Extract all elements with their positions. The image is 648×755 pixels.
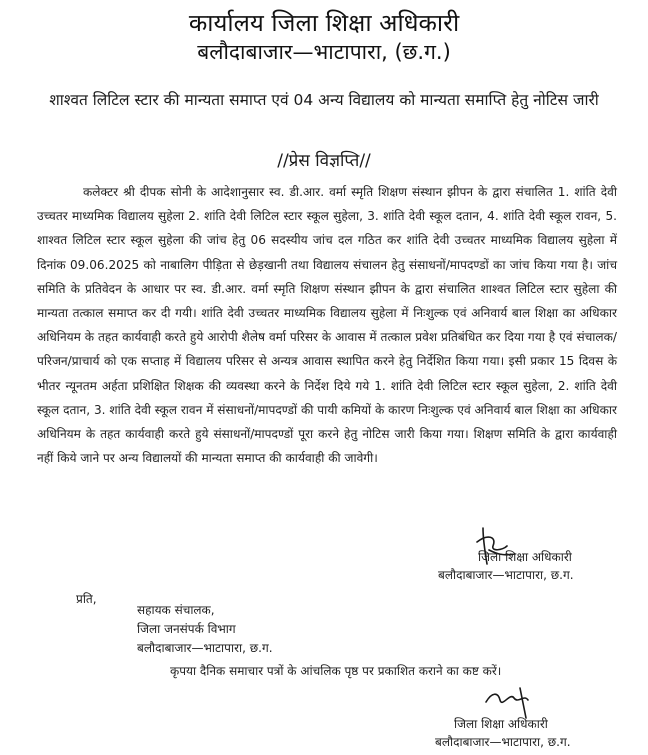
press-release-heading: //प्रेस विज्ञप्ति// (277, 151, 371, 171)
signature-1-title: जिला शिक्षा अधिकारी (478, 550, 572, 564)
recipient-address (137, 601, 273, 658)
recipient-line-2: जिला जनसंपर्क विभाग (137, 622, 236, 636)
publication-request: कृपया दैनिक समाचार पत्रों के आंचलिक पृष्ठ पर प्रकाशित कराने का कष्ट करें। (170, 664, 502, 678)
body-paragraph: कलेक्टर श्री दीपक सोनी के आदेशानुसार स्व. डी.आर. वर्मा स्मृति शिक्षण संस्थान झीपन के द्वारा संचालित 1. शांति देवी उच्चतर माध्यमिक विद्यालय सुहेला 2. शांति देवी लिटिल स्टार स्कूल सुहेला, 3. शांति देवी स्कूल दतान, 4. शांति देवी स्कूल रावन, 5. शाश्वत लिटिल स्टार स्कूल सुहेला की जांच हेतु 06 सदस्यीय जांच दल गठित कर शांति देवी उच्चतर माध्यमिक विद्यालय सुहेला में दिनांक 09.06.2025 को नाबालिग पीड़िता से छेड़खानी तथा विद्यालय संचालन हेतु संसाधनों/मापदण्डों का जांच किया गया है। जांच समिति के प्रतिवेदन के आधार पर स्व. डी.आर. वर्मा स्मृति शिक्षण संस्थान झीपन के द्वारा संचालित शाश्वत लिटिल स्टार सुहेला की मान्यता तत्काल समाप्त कर दी गयी। शांति देवी उच्चतर माध्यमिक विद्यालय सुहेला में निःशुल्क एवं अनिवार्य बाल शिक्षा का अधिकार अधिनियम के तहत कार्यवाही करते हुये आरोपी शैलेष वर्मा परिसर के आवास में तत्काल प्रवेश प्रतिबंधित कर दिया गया है एवं संचालक/परिजन/प्राचार्य को एक सप्ताह में विद्यालय परिसर से अन्यत्र आवास स्थापित करने हेतु निर्देशित किया गया। इसी प्रकार 15 दिवस के भीतर न्यूनतम अर्हता प्रशिक्षित शिक्षक की व्यवस्था करने के निर्देश दिये गये 1. शांति देवी लिटिल स्टार स्कूल सुहेला, 2. शांति देवी स्कूल दतान, 3. शांति देवी स्कूल रावन में संसाधनों/मापदण्डों की पायी कमियों के कारण निःशुल्क एवं अनिवार्य बाल शिक्षा का अधिकार अधिनियम के तहत कार्यवाही करते हुये संसाधनों/मापदण्डों पूरा करने हेतु नोटिस जारी किया गया। शिक्षण समिति के द्वारा कार्यवाही नहीं किये जाने पर अन्य विद्यालयों की मान्यता समाप्त की कार्यवाही की जावेगी। (37, 185, 617, 466)
signature-2-title: जिला शिक्षा अधिकारी (454, 717, 548, 731)
office-title: कार्यालय जिला शिक्षा अधिकारी (188, 9, 460, 37)
recipient-line-1: सहायक संचालक, (137, 603, 215, 617)
signature-2-place: बलौदाबाजार—भाटापारा, छ.ग. (435, 735, 571, 749)
recipient-line-3: बलौदाबाजार—भाटापारा, छ.ग. (137, 641, 273, 655)
signature-1-place: बलौदाबाजार—भाटापारा, छ.ग. (438, 568, 574, 582)
office-location: बलौदाबाजार—भाटापारा, (छ.ग.) (197, 40, 451, 64)
subject-heading: शाश्वत लिटिल स्टार की मान्यता समाप्त एवं 04 अन्य विद्यालय को मान्यता समाप्ति हेतु नोटिस जारी (49, 91, 599, 109)
to-label: प्रति, (76, 592, 97, 606)
